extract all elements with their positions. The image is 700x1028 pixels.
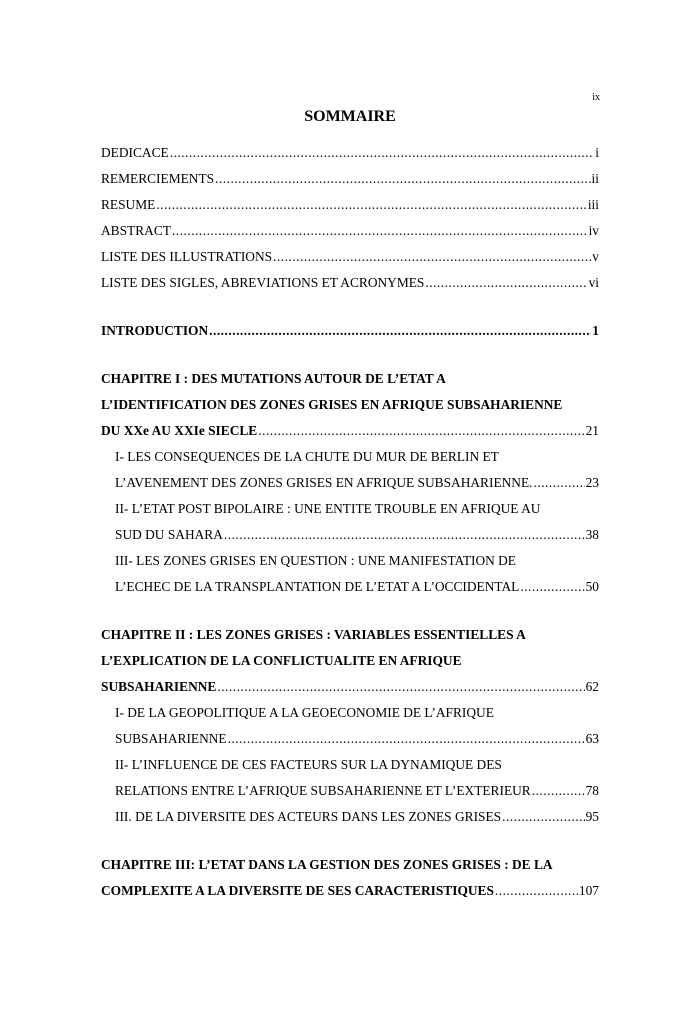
toc-entry-resume[interactable] — [101, 192, 599, 218]
toc-entry-label: DEDICACE — [101, 145, 169, 160]
dot-leader — [532, 778, 585, 804]
toc-entry-page: 50 — [585, 579, 599, 594]
toc-entry-introduction[interactable] — [101, 318, 599, 344]
spacer — [101, 296, 599, 318]
toc-entry-chapter-2-section-1[interactable] — [101, 726, 599, 752]
toc-entry-label: III. DE LA DIVERSITE DES ACTEURS DANS LES ZONES GRISES — [115, 809, 502, 824]
toc-entry-label: INTRODUCTION — [101, 323, 209, 338]
spacer — [101, 830, 599, 852]
toc-entry-label: LISTE DES SIGLES, ABREVIATIONS ET ACRONYMES — [101, 275, 425, 290]
dot-leader — [534, 470, 585, 496]
section-title-line: III- LES ZONES GRISES EN QUESTION : UNE MANIFESTATION DE — [115, 553, 516, 568]
toc-entry-page: 63 — [585, 731, 599, 746]
dot-leader — [520, 574, 584, 600]
dot-leader — [228, 726, 585, 752]
dot-leader — [209, 318, 591, 344]
dot-leader — [258, 418, 584, 444]
chapter-1-title-line: CHAPITRE I : DES MUTATIONS AUTOUR DE L’ETAT A — [101, 371, 446, 386]
toc-entry-label: SUD DU SAHARA — [115, 527, 223, 542]
toc-entry-label: RESUME — [101, 197, 156, 212]
spacer — [101, 600, 599, 622]
toc-entry-label: L’AVENEMENT DES ZONES GRISES EN AFRIQUE SUBSAHARIENNE. — [115, 475, 533, 490]
toc-entry-page: 107 — [578, 883, 599, 898]
toc-entry-page: 21 — [585, 423, 599, 438]
section-title-line: I- DE LA GEOPOLITIQUE A LA GEOECONOMIE DE L’AFRIQUE — [115, 705, 494, 720]
toc-entry-label: ABSTRACT — [101, 223, 171, 238]
toc-entry-chapter-1-section-3[interactable] — [101, 574, 599, 600]
toc-entry-chapter-1-section-1[interactable] — [101, 470, 599, 496]
dot-leader — [224, 522, 585, 548]
toc-entry-liste-illustrations[interactable] — [101, 244, 599, 270]
chapter-3-title-line: CHAPITRE III: L’ETAT DANS LA GESTION DES ZONES GRISES : DE LA — [101, 857, 553, 872]
toc-entry-remerciements[interactable] — [101, 166, 599, 192]
chapter-1-title-line: L’IDENTIFICATION DES ZONES GRISES EN AFRIQUE SUBSAHARIENNE — [101, 397, 563, 412]
dot-leader — [502, 804, 585, 830]
toc-entry-chapter-1-section-2[interactable] — [101, 522, 599, 548]
section-title-line: I- LES CONSEQUENCES DE LA CHUTE DU MUR DE BERLIN ET — [115, 449, 499, 464]
toc-entry-page: 1 — [592, 323, 599, 338]
chapter-2-title-line: L’EXPLICATION DE LA CONFLICTUALITE EN AFRIQUE — [101, 653, 462, 668]
page-number: ix — [592, 92, 600, 103]
toc-entry-label: REMERCIEMENTS — [101, 171, 215, 186]
section-title-line: II- L’INFLUENCE DE CES FACTEURS SUR LA DYNAMIQUE DES — [115, 757, 502, 772]
dot-leader — [495, 878, 578, 904]
dot-leader — [215, 166, 590, 192]
toc-entry-liste-sigles[interactable] — [101, 270, 599, 296]
toc-entry-page: ii — [591, 171, 599, 186]
dot-leader — [273, 244, 591, 270]
toc-entry-label: RELATIONS ENTRE L’AFRIQUE SUBSAHARIENNE ET L’EXTERIEUR — [115, 783, 531, 798]
toc-entry-label: L’ECHEC DE LA TRANSPLANTATION DE L’ETAT A L’OCCIDENTAL — [115, 579, 520, 594]
dot-leader — [170, 140, 595, 166]
toc-entry-label: SUBSAHARIENNE — [101, 679, 217, 694]
toc-entry-chapter-3[interactable] — [101, 878, 599, 904]
toc-entry-label: DU XXe AU XXIe SIECLE — [101, 423, 258, 438]
toc-entry-chapter-1[interactable] — [101, 418, 599, 444]
table-of-contents — [101, 140, 599, 904]
spacer — [101, 344, 599, 366]
toc-entry-page: 23 — [585, 475, 599, 490]
dot-leader — [172, 218, 588, 244]
chapter-2-title-line: CHAPITRE II : LES ZONES GRISES : VARIABLES ESSENTIELLES A — [101, 627, 526, 642]
toc-entry-page: 62 — [585, 679, 599, 694]
dot-leader — [217, 674, 584, 700]
dot-leader — [156, 192, 587, 218]
toc-entry-page: vi — [588, 275, 599, 290]
toc-entry-page: 78 — [585, 783, 599, 798]
toc-entry-page: 38 — [585, 527, 599, 542]
toc-entry-page: i — [595, 145, 599, 160]
toc-entry-chapter-2-section-2[interactable] — [101, 778, 599, 804]
toc-entry-chapter-2-section-3[interactable] — [101, 804, 599, 830]
toc-entry-page: 95 — [585, 809, 599, 824]
section-title-line: II- L’ETAT POST BIPOLAIRE : UNE ENTITE TROUBLE EN AFRIQUE AU — [115, 501, 541, 516]
toc-entry-label: COMPLEXITE A LA DIVERSITE DE SES CARACTERISTIQUES — [101, 883, 494, 898]
page-title: SOMMAIRE — [304, 108, 396, 125]
toc-entry-label: LISTE DES ILLUSTRATIONS — [101, 249, 273, 264]
toc-entry-label: SUBSAHARIENNE — [115, 731, 227, 746]
toc-entry-chapter-2[interactable] — [101, 674, 599, 700]
toc-entry-page: v — [592, 249, 599, 264]
toc-entry-abstract[interactable] — [101, 218, 599, 244]
toc-entry-page: iv — [588, 223, 599, 238]
toc-entry-page: iii — [587, 197, 599, 212]
toc-entry-dedicace[interactable] — [101, 140, 599, 166]
dot-leader — [425, 270, 587, 296]
